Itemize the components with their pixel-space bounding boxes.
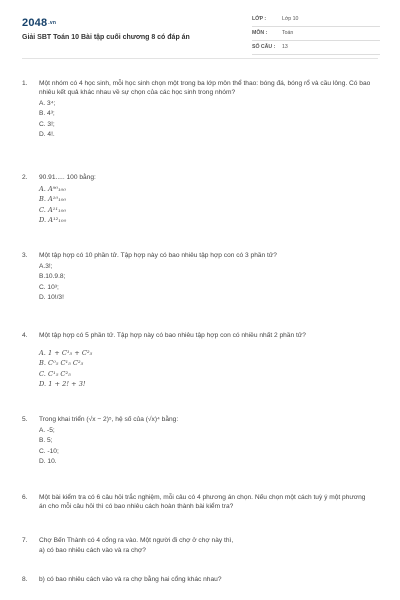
meta-box: [252, 14, 380, 56]
option-a: A.3!;: [39, 262, 53, 270]
meta-row-count: [252, 42, 380, 55]
option-b: B.10.9.8;: [39, 273, 66, 281]
site-logo[interactable]: [22, 16, 56, 31]
option-a: A. 3⁴;: [39, 99, 56, 107]
option-d: D. A¹²₁₀₀: [39, 216, 67, 225]
question-text: Trong khai triển (√x − 2)⁵, hệ số của (√x)⁴ bằng:: [39, 416, 179, 423]
question-number: 5.: [22, 416, 28, 423]
option-c: C. A¹¹₁₀₀: [39, 205, 66, 214]
option-b: B. A¹⁰₁₀₀: [39, 195, 67, 204]
meta-row-class: [252, 14, 380, 27]
header-divider: [22, 58, 378, 59]
meta-value: Toán: [282, 30, 294, 37]
question-number: 8.: [22, 576, 28, 583]
question-number: 2.: [22, 174, 28, 181]
meta-label: LỚP :: [252, 16, 267, 23]
question-number: 1.: [22, 80, 28, 87]
question-number: 7.: [22, 537, 28, 544]
question-number: 4.: [22, 332, 28, 339]
question-number: 3.: [22, 252, 28, 259]
option-c: C. 3!;: [39, 120, 55, 128]
option-d: D. 1 + 2! + 3!: [39, 380, 86, 389]
meta-label: MÔN :: [252, 30, 268, 37]
question-text: Một nhóm có 4 học sinh, mỗi học sinh chọn một trong ba lớp môn thể thao: bóng đá, bóng rổ và cầu lông. Có bao nhiêu kết quả khác nhau về sự chọn của các học sinh trong nhóm?: [39, 80, 371, 96]
question-text: Chợ Bến Thành có 4 cổng ra vào. Một người đi chợ ở chợ này thì,: [39, 537, 234, 544]
option-d: D. 10!/3!: [39, 294, 64, 302]
option-b: B. 4³;: [39, 110, 55, 118]
option-a: A. -5;: [39, 426, 55, 434]
meta-label: SỐ CÂU :: [252, 44, 276, 51]
option-c: C. 10³;: [39, 283, 59, 291]
option-c: C. -10;: [39, 447, 59, 455]
option-a: A. A⁹⁰₁₀₀: [39, 184, 66, 193]
meta-value: Lớp 10: [282, 16, 299, 23]
question-text: Một bài kiểm tra có 6 câu hỏi trắc nghiệm, mỗi câu có 4 phương án chọn. Nếu chọn một cách tuỳ ý một phương án cho mỗi câu hỏi thì có bao nhiêu cách hoàn thành bài kiểm tra?: [39, 494, 366, 510]
logo-tld: .vn: [48, 19, 57, 26]
option-b: B. 5;: [39, 437, 53, 445]
meta-row-subject: [252, 28, 380, 41]
document-title: Giải SBT Toán 10 Bài tập cuối chương 8 có đáp án: [22, 34, 190, 41]
option-a: A. 1 + C¹₅ + C²₅: [39, 348, 93, 357]
question-number: 6.: [22, 494, 28, 501]
option-b: B. C⁰₅ C¹₅ C²₅: [39, 359, 84, 368]
option-d: D. 4!.: [39, 131, 55, 139]
question-text: b) có bao nhiêu cách vào và ra chợ bằng hai cổng khác nhau?: [39, 576, 222, 583]
question-text: Một tập hợp có 10 phần tử. Tập hợp này có bao nhiêu tập hợp con có 3 phần tử?: [39, 252, 277, 259]
sub-question-a: a) có bao nhiêu cách vào và ra chợ?: [39, 546, 146, 554]
question-text: 90.91..... 100 bằng:: [39, 174, 96, 181]
meta-value: 13: [282, 44, 288, 51]
logo-text: 2048: [22, 17, 48, 29]
option-c: C. C¹₅ C²₅: [39, 369, 71, 378]
option-d: D. 10.: [39, 458, 57, 466]
question-text: Một tập hợp có 5 phần tử. Tập hợp này có bao nhiêu tập hợp con có nhiều nhất 2 phần tử?: [39, 332, 306, 339]
